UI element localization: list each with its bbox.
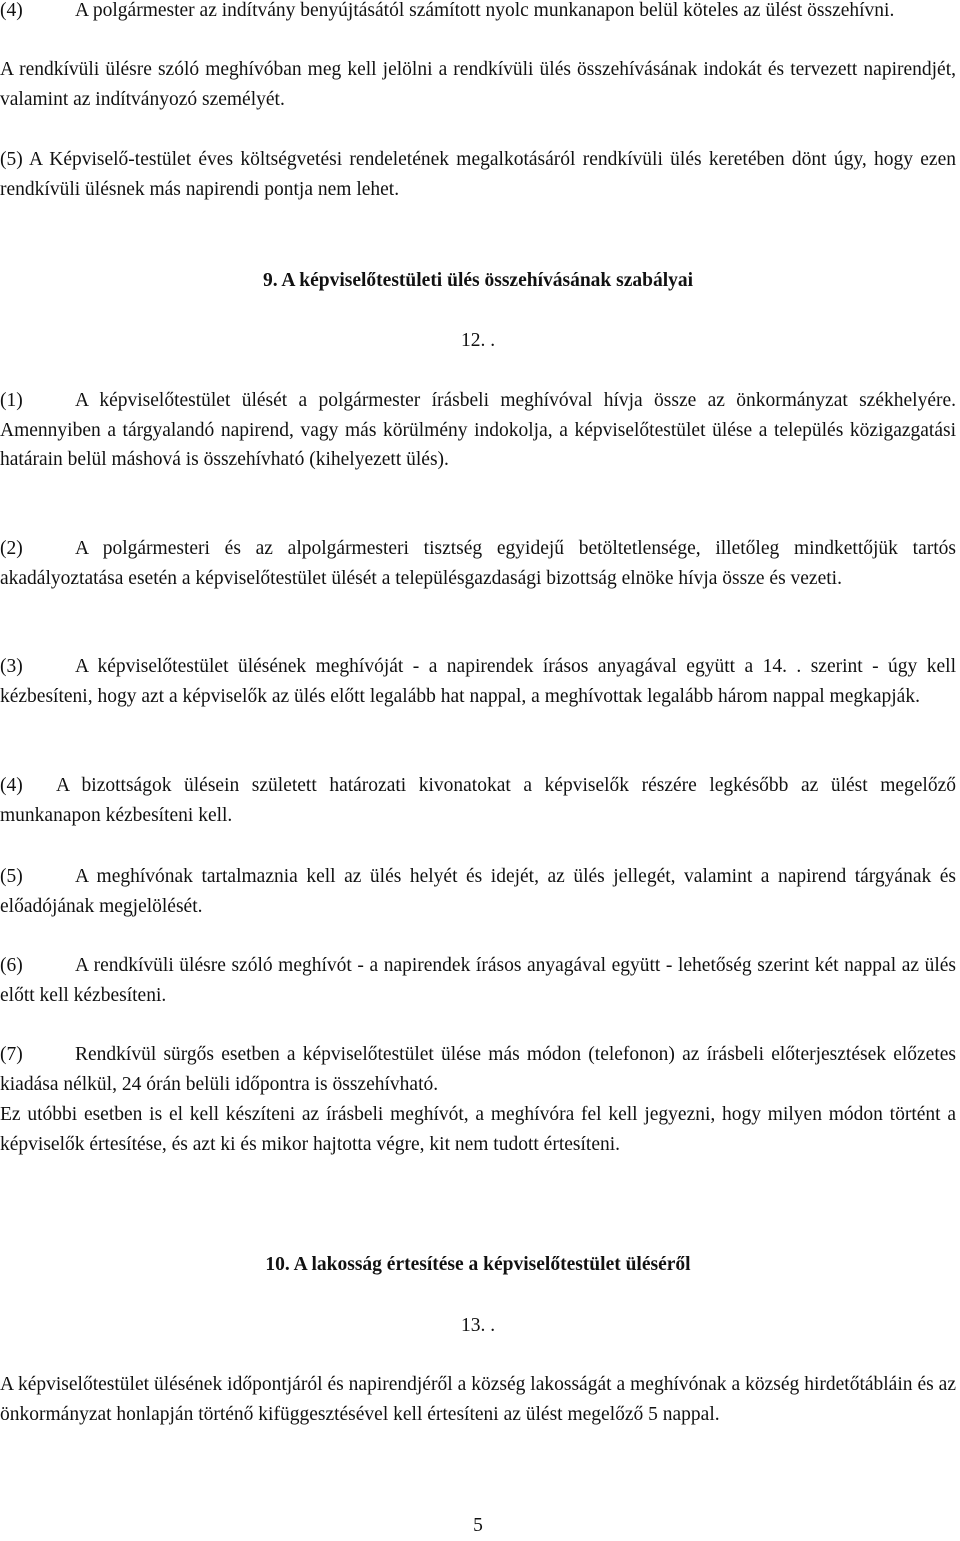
paragraph-4-top: [0, 0, 956, 26]
paragraph-text: A meghívónak tartalmaznia kell az ülés helyét és idejét, az ülés jellegét, valamint a napirend tárgyának és előadójának megjelölését.: [0, 866, 956, 917]
paragraph-text: Rendkívül sürgős esetben a képviselőtestület ülése más módon (telefonon) az írásbeli előterjesztések előzetes kiadása nélkül, 24 órán belüli időpontra is összehívható.: [0, 1044, 956, 1095]
paragraph-number: (6): [0, 955, 23, 976]
paragraph-4-continuation: A rendkívüli ülésre szóló meghívóban meg kell jelölni a rendkívüli ülés összehívásának indokát és tervezett napirendjét, valamint az indítványozó személyét.: [0, 59, 956, 110]
s9-paragraph-5: [0, 862, 956, 921]
s9-paragraph-2: [0, 534, 956, 593]
paragraph-number: (3): [0, 656, 23, 677]
paragraph-5-top: (5) A Képviselő-testület éves költségvetési rendeletének megalkotásáról rendkívüli ülés keretében dönt úgy, hogy ezen rendkívüli ülésnek más napirendi pontja nem lehet.: [0, 149, 956, 200]
s9-paragraph-3: [0, 652, 956, 711]
paragraph-number: (5): [0, 866, 23, 887]
paragraph-text: A rendkívüli ülésre szóló meghívót - a napirendek írásos anyagával együtt - lehetőség szerint két nappal az ülés előtt kell kézbesíteni.: [0, 955, 956, 1006]
s9-paragraph-4: [0, 771, 956, 830]
page-number: 5: [473, 1515, 483, 1536]
paragraph-number: (4): [0, 0, 23, 21]
paragraph-text: A képviselőtestület ülésének meghívóját - a napirendek írásos anyagával együtt a 14. . szerint - úgy kell kézbesíteni, hogy azt a képviselők az ülés előtt legalább hat nappal, a meghívottak legalább három nappal megkapják.: [0, 656, 956, 707]
paragraph-number: (2): [0, 538, 23, 559]
section-10-heading: 10. A lakosság értesítése a képviselőtestület üléséről: [265, 1254, 691, 1275]
paragraph-text: A polgármesteri és az alpolgármesteri tisztség egyidejű betöltetlensége, illetőleg mindkettőjük tartós akadályoztatása esetén a képviselőtestület ülését a településgazdasági bizottság elnöke hívja össze és vezeti.: [0, 538, 956, 589]
s9-paragraph-7-continuation: Ez utóbbi esetben is el kell készíteni az írásbeli meghívót, a meghívóra fel kell jegyezni, hogy milyen módon történt a képviselők értesítése, és azt ki és mikor hajtotta végre, kit nem tudott értesíteni.: [0, 1104, 956, 1155]
s10-paragraph: A képviselőtestület ülésének időpontjáról és napirendjéről a község lakosságát a meghívónak a község hirdetőtábláin és az önkormányzat honlapján történő kifüggesztésével kell értesíteni az ülést megelőző 5 nappal.: [0, 1374, 956, 1425]
paragraph-text: A bizottságok ülésein született határozati kivonatokat a képviselők részére legkésőbb az ülést megelőző munkanapon kézbesíteni kell.: [0, 775, 956, 826]
paragraph-text: A polgármester az indítvány benyújtásától számított nyolc munkanapon belül köteles az ülést összehívni.: [75, 0, 895, 21]
s9-paragraph-6: [0, 951, 956, 1010]
s9-paragraph-1: [0, 386, 956, 475]
article-12-number: 12. .: [460, 330, 496, 351]
paragraph-number: (7): [0, 1044, 23, 1065]
article-13-number: 13. .: [460, 1315, 496, 1336]
paragraph-number: (4): [0, 775, 23, 796]
paragraph-number: (1): [0, 390, 23, 411]
section-9-heading: 9. A képviselőtestületi ülés összehívásának szabályai: [262, 270, 694, 291]
s9-paragraph-7: [0, 1040, 956, 1099]
paragraph-text: A képviselőtestület ülését a polgármester írásbeli meghívóval hívja össze az önkormányzat székhelyére. Amennyiben a tárgyalandó napirend, vagy más körülmény indokolja, a képviselőtestület ülése a település közigazgatási határain belül máshová is összehívható (kihelyezett ülés).: [0, 390, 956, 470]
